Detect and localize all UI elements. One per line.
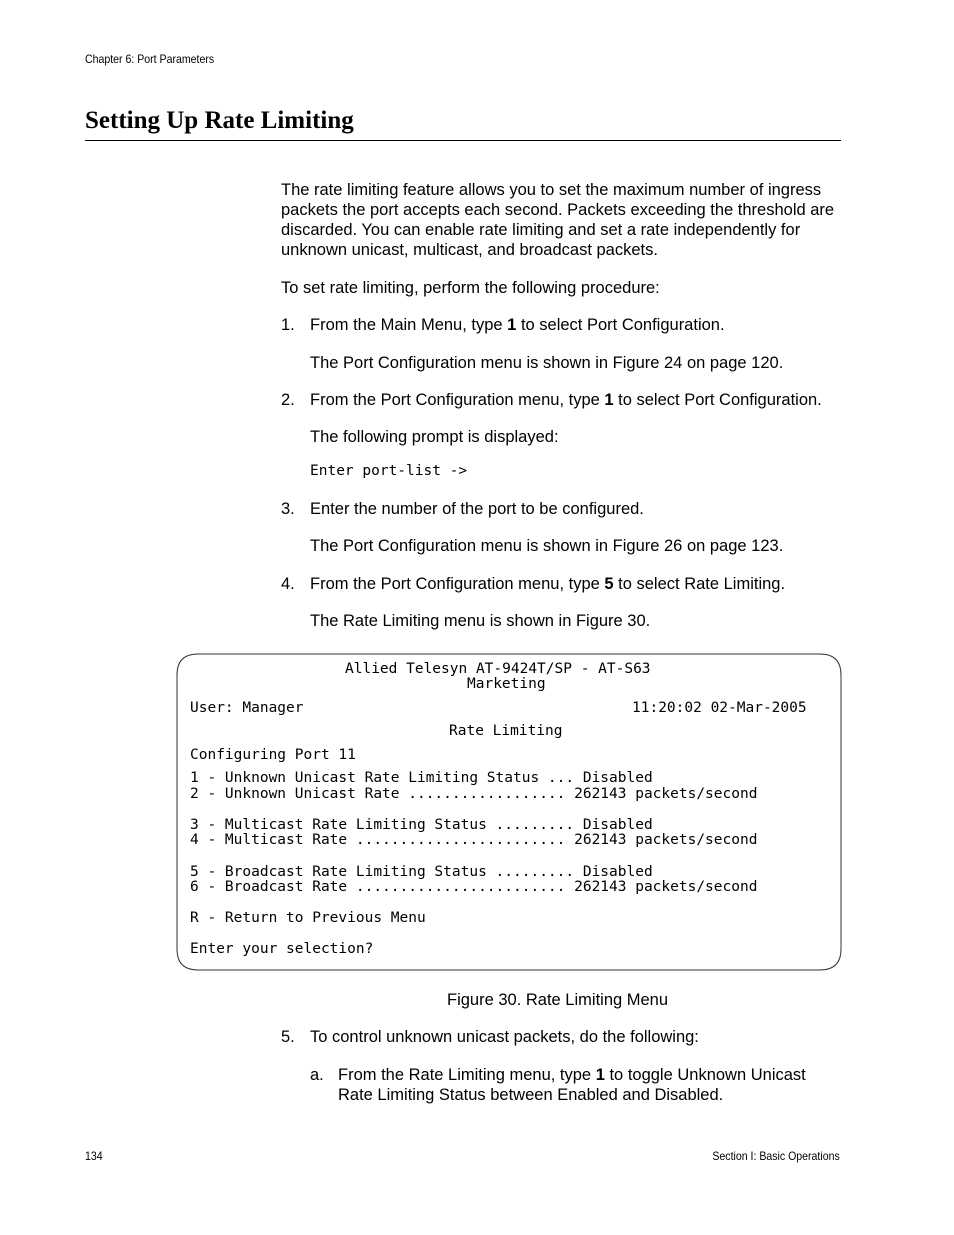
menu-option: 3 - Multicast Rate Limiting Status ......... Disabled [190, 817, 653, 833]
menu-option: 6 - Broadcast Rate ........................ 262143 packets/second [190, 879, 758, 895]
terminal-configuring: Configuring Port 11 [190, 747, 356, 763]
step-note: The Port Configuration menu is shown in Figure 24 on page 120. [310, 354, 784, 372]
page-number: 134 [85, 1149, 103, 1163]
step-text: Enter the number of the port to be configured. [310, 500, 644, 518]
substep-text: From the Rate Limiting menu, type 1 to toggle Unknown Unicast Rate Limiting Status between Enabled and Disabled. [338, 1066, 806, 1104]
footer-section: Section I: Basic Operations [712, 1149, 840, 1163]
terminal-timestamp: 11:20:02 02-Mar-2005 [632, 700, 807, 716]
step-text: To control unknown unicast packets, do the following: [310, 1028, 699, 1046]
figure-caption: Figure 30. Rate Limiting Menu [447, 991, 669, 1009]
prompt-code: Enter port-list -> [310, 463, 468, 479]
title-rule [85, 140, 841, 141]
step-number: 5. [281, 1028, 295, 1046]
menu-option: 5 - Broadcast Rate Limiting Status ......... Disabled [190, 864, 653, 880]
menu-option: 1 - Unknown Unicast Rate Limiting Status ... Disabled [190, 770, 653, 786]
step-text: From the Port Configuration menu, type 1 to select Port Configuration. [310, 391, 822, 409]
step-text: From the Port Configuration menu, type 5 to select Rate Limiting. [310, 575, 786, 593]
terminal-menu-title: Rate Limiting [449, 723, 563, 739]
procedure-intro: To set rate limiting, perform the following procedure: [281, 279, 660, 297]
intro-paragraph: The rate limiting feature allows you to set the maximum number of ingress packets the port accepts each second. Packets exceeding the threshold are discarded. You can enable rate limiting and set a rate independently for unknown unicast, multicast, and broadcast packets. [281, 181, 835, 259]
step-note: The Port Configuration menu is shown in Figure 26 on page 123. [310, 537, 784, 555]
step-number: 1. [281, 316, 295, 334]
substep-letter: a. [310, 1066, 324, 1084]
terminal-user: User: Manager [190, 700, 304, 716]
step-note: The Rate Limiting menu is shown in Figure 30. [310, 612, 651, 630]
menu-option: 2 - Unknown Unicast Rate .................. 262143 packets/second [190, 786, 758, 802]
terminal-subtitle: Marketing [467, 676, 546, 692]
menu-option: 4 - Multicast Rate ........................ 262143 packets/second [190, 832, 758, 848]
step-note: The following prompt is displayed: [310, 428, 559, 446]
step-text: From the Main Menu, type 1 to select Port Configuration. [310, 316, 725, 334]
step-number: 2. [281, 391, 295, 409]
chapter-header: Chapter 6: Port Parameters [85, 52, 215, 66]
step-number: 4. [281, 575, 295, 593]
terminal-title: Allied Telesyn AT-9424T/SP - AT-S63 [345, 661, 651, 677]
step-number: 3. [281, 500, 295, 518]
menu-option: R - Return to Previous Menu [190, 910, 426, 926]
section-title: Setting Up Rate Limiting [85, 107, 354, 134]
terminal-prompt: Enter your selection? [190, 941, 374, 957]
